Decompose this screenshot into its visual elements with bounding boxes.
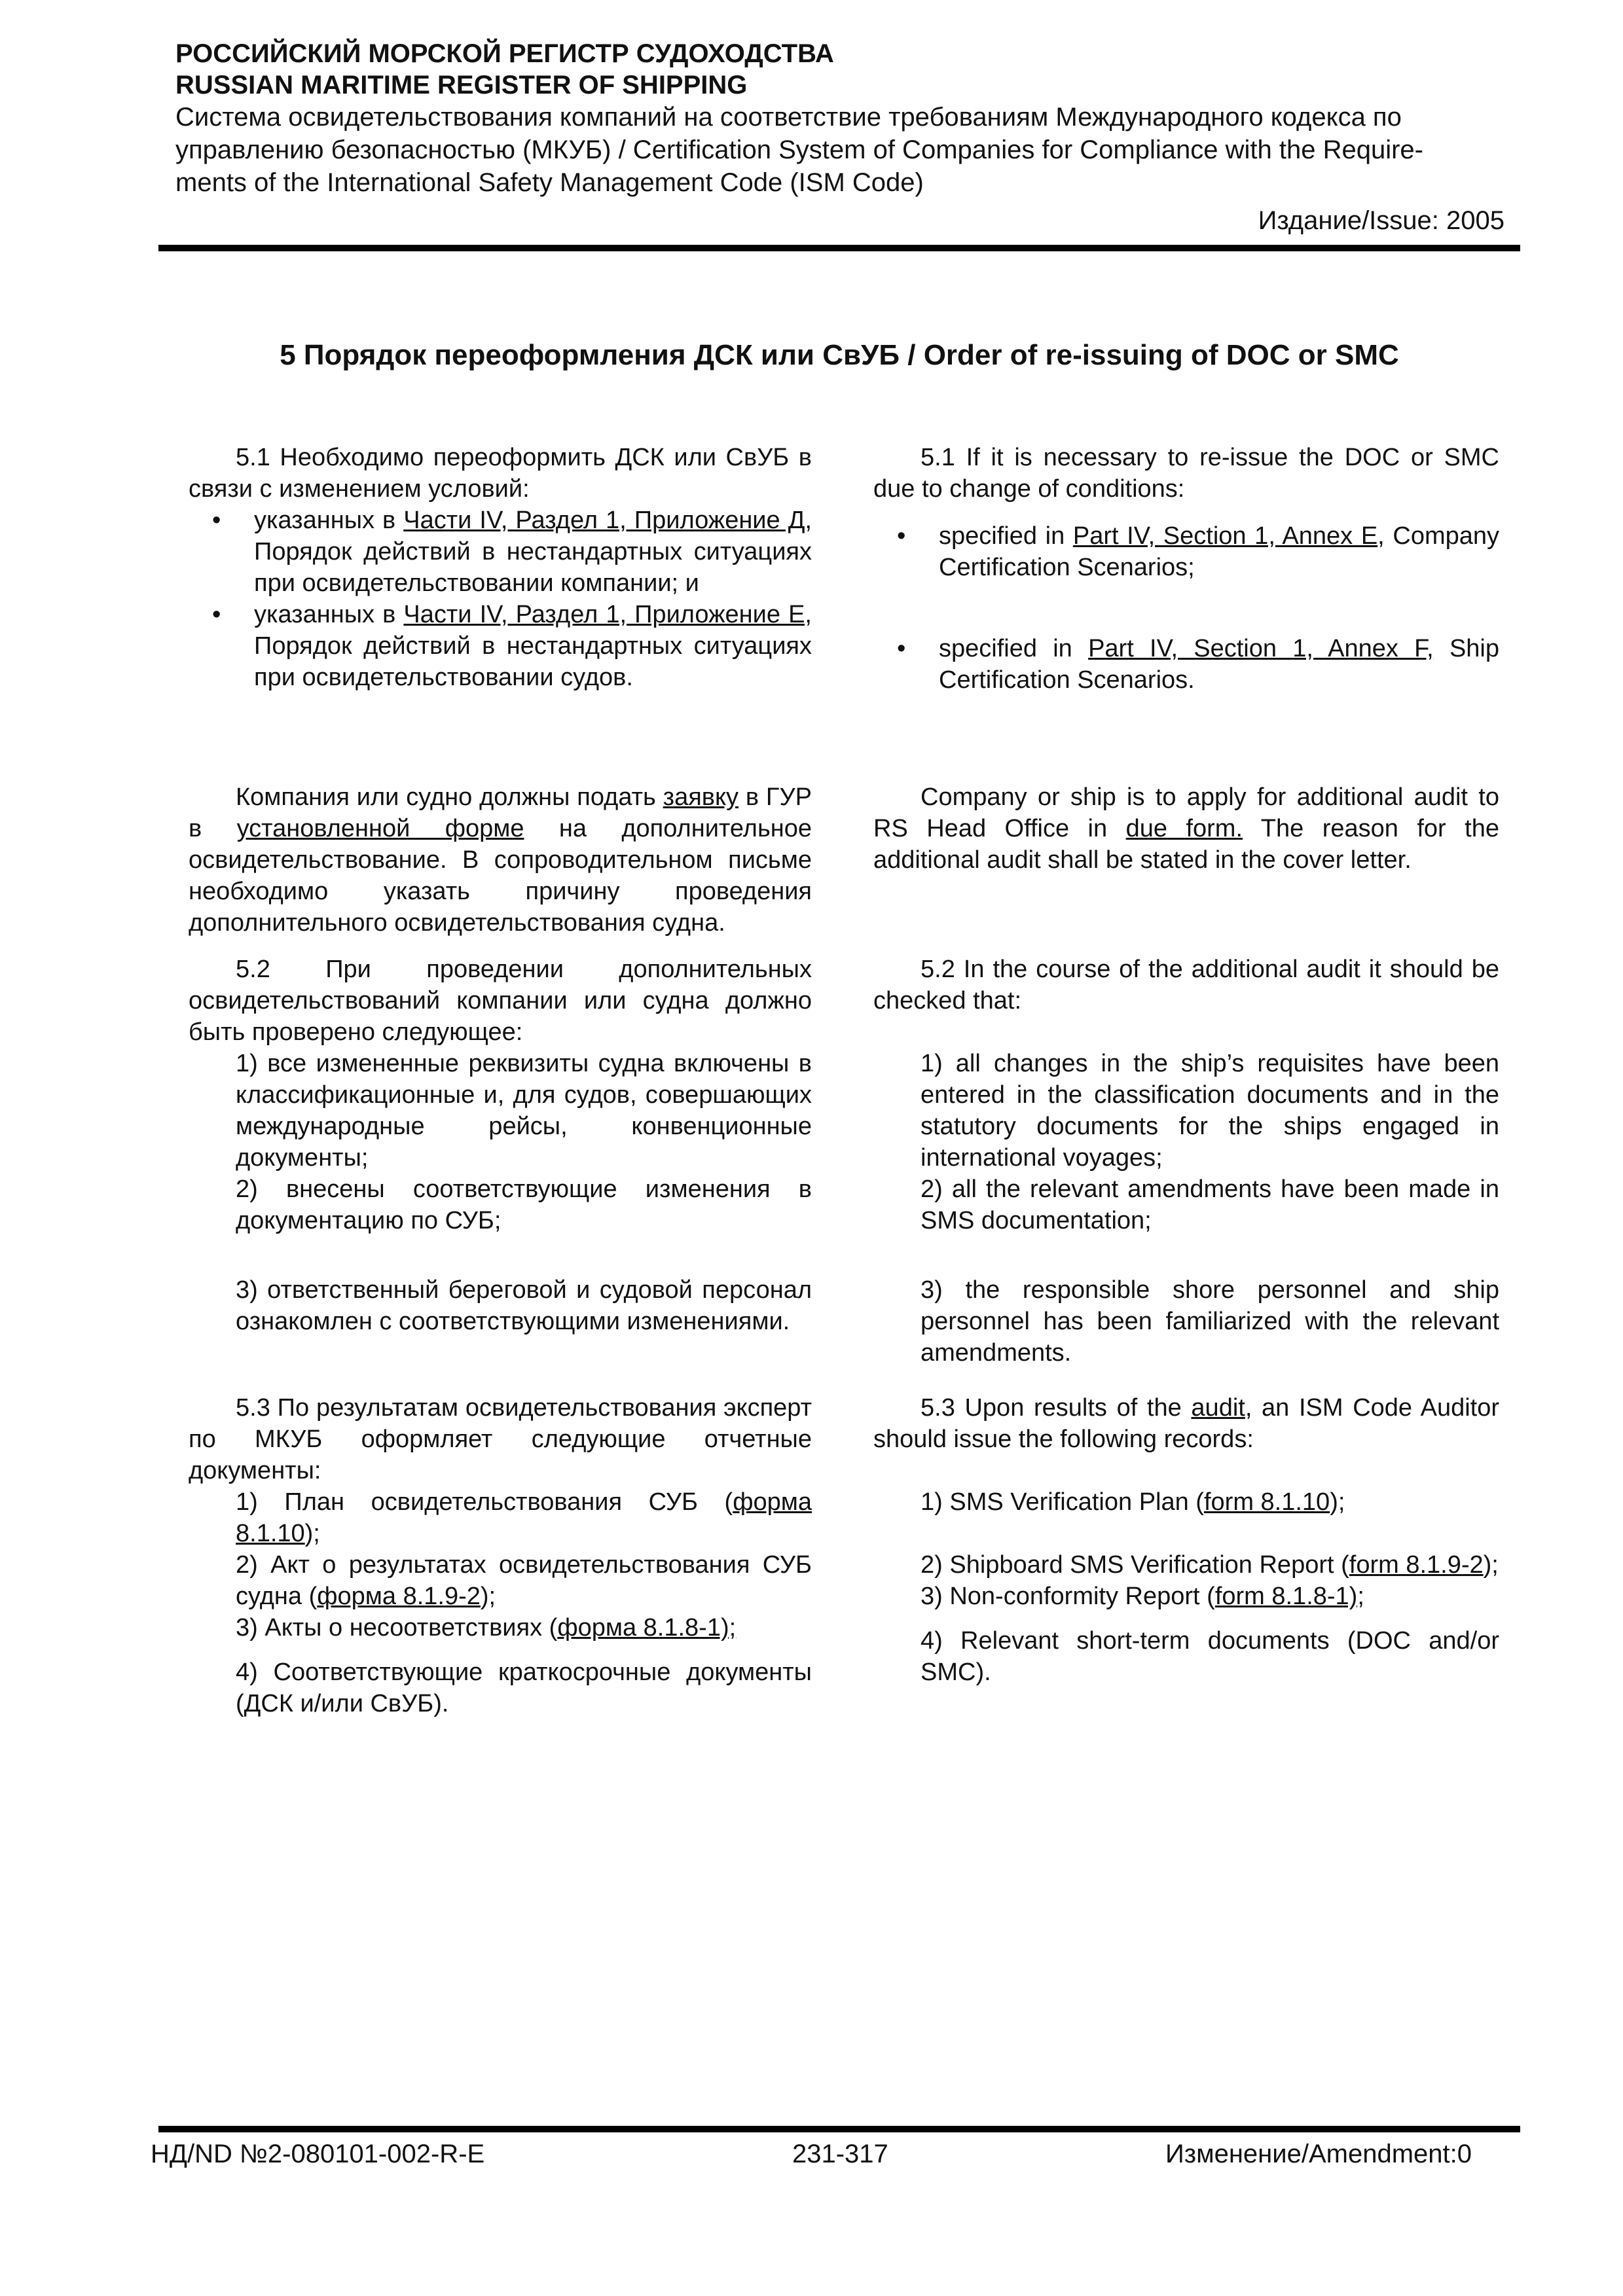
footer-doc-number: НД/ND №2-080101-002-R-E (151, 2140, 485, 2168)
en-due-form-link[interactable]: due form. (1125, 815, 1243, 842)
ru-check-3-block (189, 1274, 812, 1337)
ru-form-8-1-10-link[interactable]: форма 8.1.10 (236, 1488, 812, 1547)
ru-record-4: 4) Соответствующие краткосрочные документы (ДСК и/или СвУБ). (236, 1659, 812, 1717)
list-item: • указанных в Части IV, Раздел 1, Приложение Е, Порядок действий в нестандартных ситуациях при освидетельствовании судов. (189, 599, 812, 693)
en-record-4: 4) Relevant short-term documents (DOC and/or SMC). (921, 1627, 1499, 1686)
ru-5-3-block (189, 1392, 812, 1719)
ru-apply-para: Компания или судно должны подать заявку в ГУР в установленной форме на дополнительное освидетельствование. В сопроводительном письме необходимо указать причину проведения дополнительного освидетельствования судна. (189, 783, 812, 937)
org-name-en: RUSSIAN MARITIME REGISTER OF SHIPPING (175, 71, 748, 99)
system-title-line-2: управлению безопасностью (МКУБ) / Certification System of Companies for Compliance with the Require- (175, 135, 1423, 164)
en-para-5-2: 5.2 In the course of the additional audit it should be checked that: (873, 956, 1499, 1014)
en-para-5-3: 5.3 Upon results of the audit, an ISM Code Auditor should issue the following records: (873, 1394, 1499, 1453)
footer-divider (158, 2126, 1520, 2132)
ru-bullet-list (189, 505, 812, 693)
en-check-3-block (873, 1274, 1499, 1369)
list-item: • указанных в Части IV, Раздел 1, Приложение Д, Порядок действий в нестандартных ситуациях при освидетельствовании компании; и (189, 505, 812, 599)
en-apply-para: Company or ship is to apply for additional audit to RS Head Office in due form. The reason for the additional audit shall be stated in the cover letter. (873, 783, 1499, 874)
ru-5-2-block (189, 954, 812, 1236)
ru-form-link[interactable]: установленной форме (236, 815, 524, 842)
en-record-2: 2) Shipboard SMS Verification Report (form 8.1.9-2); (921, 1551, 1499, 1579)
issue-label: Издание/Issue: 2005 (1258, 206, 1504, 235)
org-name-ru: РОССИЙСКИЙ МОРСКОЙ РЕГИСТР СУДОХОДСТВА (175, 39, 834, 68)
ru-check-2: 2) внесены соответствующие изменения в документацию по СУБ; (236, 1175, 812, 1234)
list-item: • specified in Part IV, Section 1, Annex E, Company Certification Scenarios; (873, 520, 1499, 583)
footer-page-number: 231-317 (792, 2140, 888, 2168)
en-para-5-1: 5.1 If it is necessary to re-issue the DOC or SMC due to change of conditions: (873, 444, 1499, 503)
ru-para-5-2: 5.2 При проведении дополнительных освидетельствований компании или судна должно быть проверено следующее: (189, 956, 812, 1046)
ru-para-5-3: 5.3 По результатам освидетельствования эксперт по МКУБ оформляет следующие отчетные документы: (189, 1394, 812, 1484)
ru-check-3: 3) ответственный береговой и судовой персонал ознакомлен с соответствующими изменениями. (236, 1276, 812, 1335)
ru-record-3: 3) Акты о несоответствиях (форма 8.1.8-1); (236, 1614, 737, 1641)
en-annex-f-link[interactable]: Part IV, Section 1, Annex F, (1088, 635, 1434, 662)
en-5-3-block (873, 1392, 1499, 1688)
ru-record-1: 1) План освидетельствования СУБ (форма 8.1.10); (236, 1488, 812, 1547)
section-title: 5 Порядок переоформления ДСК или СвУБ / Order of re-issuing of DOC or SMC (280, 339, 1399, 371)
en-audit-link[interactable]: audit (1191, 1394, 1245, 1422)
en-form-8-1-10-link[interactable]: form 8.1.10 (1203, 1488, 1330, 1516)
en-bullet-list (873, 520, 1499, 696)
footer-amendment: Изменение/Amendment:0 (1165, 2140, 1472, 2168)
en-record-1: 1) SMS Verification Plan (form 8.1.10); (921, 1488, 1345, 1516)
document-header (175, 38, 1504, 237)
ru-check-1: 1) все измененные реквизиты судна включены в классификационные и, для судов, совершающих международные рейсы, конвенционные документы; (236, 1050, 812, 1172)
list-item: • specified in Part IV, Section 1, Annex F, Ship Certification Scenarios. (873, 633, 1499, 696)
ru-record-2: 2) Акт о результатах освидетельствования СУБ судна (форма 8.1.9-2); (236, 1551, 812, 1610)
ru-annex-d-link[interactable]: Части IV, Раздел 1, Приложение Д, (403, 507, 812, 534)
en-form-8-1-8-1-link[interactable]: form 8.1.8-1); (1214, 1583, 1364, 1610)
system-title-line-3: ments of the International Safety Management Code (ISM Code) (175, 168, 924, 197)
en-annex-e-link[interactable]: Part IV, Section 1, Annex E (1072, 522, 1378, 550)
en-check-1: 1) all changes in the ship’s requisites have been entered in the classification documents and in the statutory documents for the ships engaged in international voyages; (921, 1050, 1499, 1172)
system-title-line-1: Система освидетельствования компаний на соответствие требованиям Международного кодекса по (175, 103, 1402, 132)
ru-annex-e-link[interactable]: Части IV, Раздел 1, Приложение Е, (403, 601, 812, 628)
en-5-2-block (873, 954, 1499, 1236)
en-apply-block (873, 781, 1499, 876)
ru-form-8-1-9-2-link[interactable]: форма 8.1.9-2 (317, 1583, 481, 1610)
header-divider (158, 245, 1520, 251)
ru-application-link[interactable]: заявку (663, 783, 739, 811)
ru-form-8-1-8-1-link[interactable]: форма 8.1.8-1); (557, 1614, 737, 1641)
en-record-3: 3) Non-conformity Report (form 8.1.8-1); (921, 1583, 1364, 1610)
en-5-1-block (873, 442, 1499, 696)
en-form-8-1-9-2-link[interactable]: form 8.1.9-2 (1349, 1551, 1484, 1579)
ru-para-5-1: 5.1 Необходимо переоформить ДСК или СвУБ в связи с изменением условий: (189, 444, 812, 503)
ru-apply-block (189, 781, 812, 939)
ru-5-1-block (189, 442, 812, 693)
en-check-3: 3) the responsible shore personnel and ship personnel has been familiarized with the relevant amendments. (921, 1276, 1499, 1367)
en-check-2: 2) all the relevant amendments have been made in SMS documentation; (921, 1175, 1499, 1234)
